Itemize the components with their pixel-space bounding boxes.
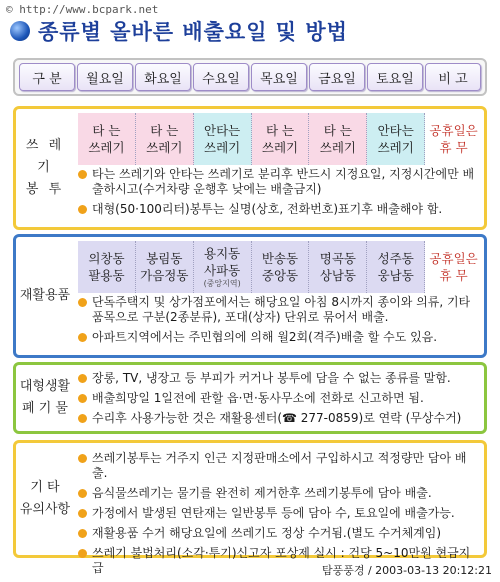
footer-watermark: 탐풍풍경 / 2003-03-13 20:12:21 <box>321 564 492 577</box>
globe-bullet-icon <box>10 21 30 41</box>
note-item <box>78 371 478 386</box>
cell-line-2: 쓰레기 <box>88 140 125 155</box>
note-item <box>78 506 478 521</box>
section-label-line: 봉 투 <box>25 182 65 197</box>
bullet-dot-icon <box>78 549 87 558</box>
header-monday: 월요일 <box>77 63 133 91</box>
note-text: 음식물쓰레기는 물기를 완전히 제거한후 쓰레기봉투에 담아 배출. <box>92 486 432 500</box>
note-text: 장롱, TV, 냉장고 등 부피가 커거나 봉투에 담을 수 없는 종류를 말함. <box>92 371 451 385</box>
cell-line-1: 안타는 <box>377 123 414 138</box>
cell-line-1: 타 는 <box>92 123 121 138</box>
cell-line-1: 명곡동 <box>319 251 356 266</box>
note-text: 쓰레기 불법처리(소각·투기)신고자 포상제 실시 : 건당 5~10만원 현금지급 <box>92 546 471 575</box>
note-text: 배출희망일 1일전에 관할 읍·면·동사무소에 전화로 신고하면 됨. <box>92 391 424 405</box>
bullet-dot-icon <box>78 170 87 179</box>
section-label-line: 재활용품 <box>19 288 71 303</box>
schedule-cell <box>367 241 425 293</box>
cell-line-1: 의창동 <box>88 251 125 266</box>
cell-line-2: 사파동 <box>204 263 241 278</box>
schedule-cell <box>367 113 425 165</box>
section-trash-bags <box>13 106 487 230</box>
schedule-cell <box>252 241 310 293</box>
recycle-schedule-grid <box>78 241 482 293</box>
cell-line-1: 봉림동 <box>146 251 183 266</box>
schedule-cell <box>309 241 367 293</box>
cell-line-2: 쓰레기 <box>204 140 241 155</box>
cell-line-2: 휴 무 <box>439 268 468 283</box>
header-tuesday: 화요일 <box>135 63 191 91</box>
section-bulky-waste <box>13 362 487 434</box>
bullet-dot-icon <box>78 394 87 403</box>
page-title: 종류별 올바른 배출요일 및 방법 <box>38 20 348 44</box>
note-item <box>78 411 478 426</box>
schedule-cell-holiday <box>425 113 482 165</box>
note-text: 수리후 사용가능한 것은 재활용센터(☎ 277-0859)로 연락 (무상수거) <box>92 411 462 425</box>
bullet-dot-icon <box>78 489 87 498</box>
note-item <box>78 486 478 501</box>
header-friday: 금요일 <box>309 63 365 91</box>
bullet-dot-icon <box>78 333 87 342</box>
section-trash-label <box>16 109 74 227</box>
note-text: 타는 쓰레기와 안타는 쓰레기로 분리후 반드시 지정요일, 지정시간에만 배출하시고(수거차량 운행후 낮에는 배출금지) <box>92 167 475 196</box>
title-bar <box>10 16 490 46</box>
bullet-dot-icon <box>78 454 87 463</box>
section-label-line: 유의사항 <box>19 502 71 517</box>
cell-line-1: 타 는 <box>265 123 295 138</box>
section-recyclables <box>13 234 487 358</box>
schedule-cell <box>78 113 136 165</box>
bullet-dot-icon <box>78 205 87 214</box>
section-label-line: 대형생활 <box>19 379 71 394</box>
schedule-cell <box>136 113 194 165</box>
note-text: 대형(50·100리터)봉투는 실명(상호, 전화번호)표기후 배출해야 함. <box>92 202 443 216</box>
header-thursday: 목요일 <box>251 63 307 91</box>
bullet-dot-icon <box>78 414 87 423</box>
source-url: © http://www.bcpark.net <box>6 3 159 16</box>
header-saturday: 토요일 <box>367 63 423 91</box>
header-wednesday: 수요일 <box>193 63 249 91</box>
header-remarks: 비 고 <box>425 63 481 91</box>
header-category: 구 분 <box>19 63 75 91</box>
note-text: 쓰레기봉투는 거주지 인근 지정판매소에서 구입하시고 적정량만 담아 배출. <box>92 451 467 480</box>
cell-line-2: 팔용동 <box>88 268 125 283</box>
cell-line-1: 공휴일은 <box>429 251 478 266</box>
cell-line-2: 쓰레기 <box>319 140 356 155</box>
cell-line-2: 중앙동 <box>261 268 299 283</box>
section-label-line: 쓰 레 기 <box>25 138 65 175</box>
section-label-line: 폐 기 물 <box>22 401 68 416</box>
cell-line-1: 용지동 <box>204 246 241 261</box>
bullet-dot-icon <box>78 298 87 307</box>
note-text: 재활용품 수거 해당요일에 쓰레기도 정상 수거됨.(별도 수거체계임) <box>92 526 442 540</box>
cell-line-2: 쓰레기 <box>146 140 183 155</box>
cell-line-1: 타 는 <box>323 123 352 138</box>
cell-line-2: 상남동 <box>319 268 356 283</box>
schedule-cell <box>252 113 310 165</box>
note-item <box>78 391 478 406</box>
bullet-dot-icon <box>78 529 87 538</box>
cell-line-1: 타 는 <box>150 123 179 138</box>
section-label-line: 기 타 <box>30 480 60 495</box>
schedule-cell <box>78 241 136 293</box>
note-item <box>78 202 478 217</box>
cell-line-1: 공휴일은 <box>429 123 478 138</box>
schedule-cell <box>309 113 367 165</box>
section-etc-label <box>16 443 74 555</box>
bullet-dot-icon <box>78 509 87 518</box>
note-text: 아파트지역에서는 주민협의에 의해 월2회(격주)배출 할 수도 있음. <box>92 330 438 344</box>
cell-line-2: 휴 무 <box>439 140 468 155</box>
header-row <box>13 58 487 96</box>
note-item <box>78 295 478 325</box>
section-bulky-label <box>16 365 74 431</box>
cell-subnote: (중앙지역) <box>203 279 241 288</box>
bullet-dot-icon <box>78 374 87 383</box>
recycle-notes <box>78 295 478 350</box>
cell-line-2: 가음정동 <box>140 268 189 283</box>
schedule-cell <box>136 241 194 293</box>
cell-line-2: 웅남동 <box>377 268 414 283</box>
cell-line-2: 쓰레기 <box>377 140 414 155</box>
schedule-cell <box>194 113 252 165</box>
cell-line-2: 쓰레기 <box>261 140 299 155</box>
trash-notes <box>78 167 478 222</box>
note-text: 가정에서 발생된 연탄재는 일반봉투 등에 담아 수, 토요일에 배출가능. <box>92 506 455 520</box>
note-item <box>78 330 478 345</box>
note-item <box>78 451 478 481</box>
note-item <box>78 526 478 541</box>
bulky-notes <box>78 371 478 431</box>
schedule-cell-holiday <box>425 241 482 293</box>
cell-line-1: 반송동 <box>261 251 299 266</box>
section-recycle-label <box>16 237 74 355</box>
note-item <box>78 167 478 197</box>
note-text: 단독주택지 및 상가점포에서는 해당요일 아침 8시까지 종이와 의류, 기타품목으로 구분(2종분류), 포대(상자) 단위로 묶어서 배출. <box>92 295 471 324</box>
cell-line-1: 성주동 <box>377 251 414 266</box>
trash-schedule-grid <box>78 113 482 165</box>
schedule-cell <box>194 241 252 293</box>
cell-line-1: 안타는 <box>204 123 241 138</box>
